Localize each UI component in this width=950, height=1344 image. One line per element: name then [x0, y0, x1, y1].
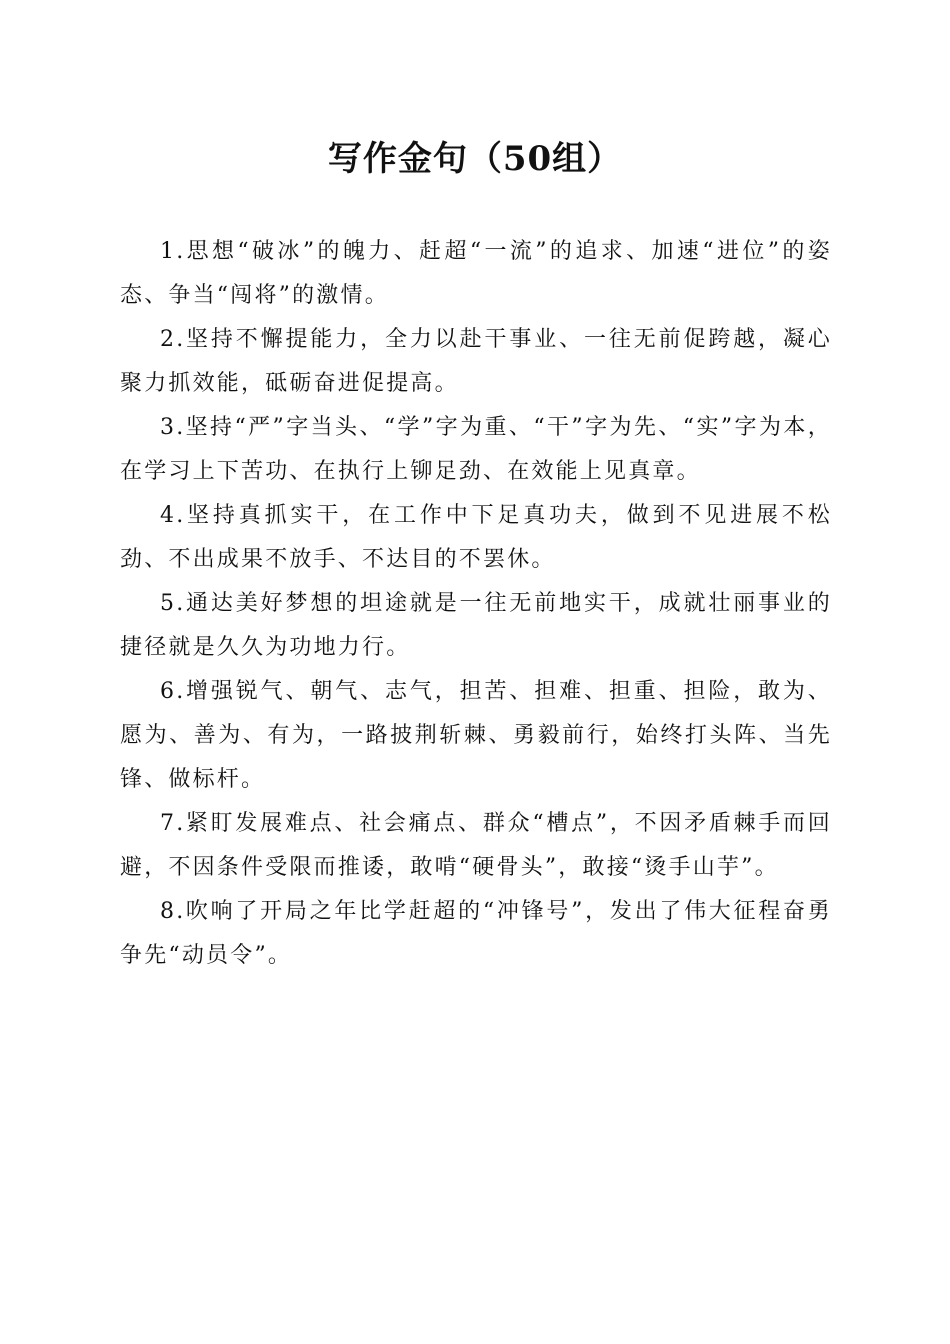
paragraph-6: 6.增强锐气、朝气、志气，担苦、担难、担重、担险，敢为、愿为、善为、有为，一路披荆斩棘、勇毅前行，始终打头阵、当先锋、做标杆。: [120, 679, 832, 792]
paragraph-8: 8.吹响了开局之年比学赶超的“冲锋号”，发出了伟大征程奋勇争先“动员令”。: [120, 899, 832, 968]
paragraph-2: 2.坚持不懈提能力，全力以赴干事业、一往无前促跨越，凝心聚力抓效能，砥砺奋进促提高。: [120, 327, 832, 396]
paragraph-3: 3.坚持“严”字当头、“学”字为重、“干”字为先、“实”字为本，在学习上下苦功、在执行上铆足劲、在效能上见真章。: [120, 415, 832, 484]
paragraph-7: 7.紧盯发展难点、社会痛点、群众“槽点”，不因矛盾棘手而回避，不因条件受限而推诿，敢啃“硬骨头”，敢接“烫手山芋”。: [120, 811, 832, 880]
paragraph-5: 5.通达美好梦想的坦途就是一往无前地实干，成就壮丽事业的捷径就是久久为功地力行。: [120, 591, 832, 660]
paragraph-4: 4.坚持真抓实干，在工作中下足真功夫，做到不见进展不松劲、不出成果不放手、不达目的不罢休。: [120, 503, 832, 572]
document-title: 写作金句（50组）: [327, 139, 623, 179]
paragraph-1: 1.思想“破冰”的魄力、赶超“一流”的追求、加速“进位”的姿态、争当“闯将”的激情。: [120, 239, 832, 308]
document-body: [120, 230, 832, 978]
